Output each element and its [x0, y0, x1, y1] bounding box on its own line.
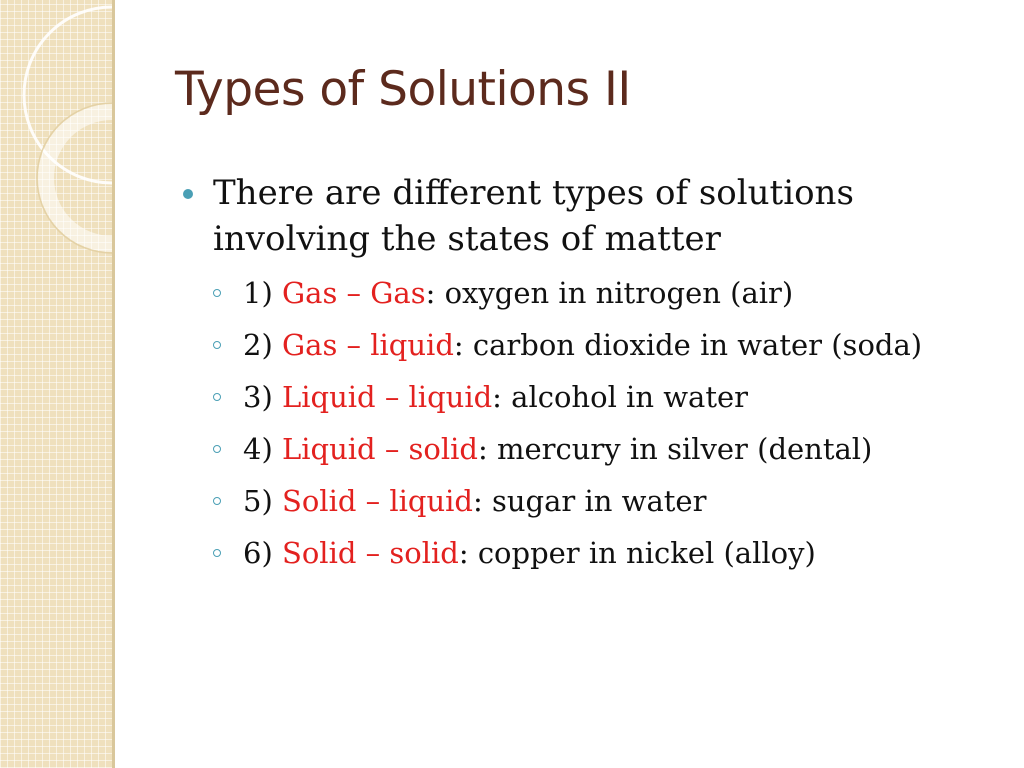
sub-bullet-highlight: Gas – liquid	[281, 328, 454, 362]
sub-bullet-text: : mercury in silver (dental)	[478, 432, 873, 466]
decorative-circles-icon	[0, 0, 112, 768]
sub-bullet-highlight: Solid – solid	[281, 536, 459, 570]
bullet-dot-icon	[183, 189, 193, 199]
sub-bullet-text: : oxygen in nitrogen (air)	[425, 276, 794, 310]
sub-bullet-highlight: Gas – Gas	[281, 276, 426, 310]
bullet-circle-icon	[213, 497, 221, 505]
sub-bullet-number: 2)	[243, 328, 282, 362]
sub-bullet-number: 5)	[243, 484, 282, 518]
sub-bullet-text: : carbon dioxide in water (soda)	[453, 328, 923, 362]
sub-bullet-5	[213, 480, 1003, 523]
side-band-edge	[112, 0, 115, 768]
sub-bullet-3	[213, 376, 1003, 419]
sub-bullet-highlight: Liquid – liquid	[281, 380, 493, 414]
sub-bullet-2	[213, 324, 1003, 367]
sub-bullet-number: 6)	[243, 536, 282, 570]
sub-bullet-text: : alcohol in water	[492, 380, 749, 414]
bullet-circle-icon	[213, 445, 221, 453]
main-bullet-text: There are different types of solutions involving the states of matter	[213, 173, 854, 259]
sub-bullet-6	[213, 532, 1003, 575]
sub-bullet-text: : copper in nickel (alloy)	[458, 536, 816, 570]
bullet-circle-icon	[213, 549, 221, 557]
sub-bullet-highlight: Solid – liquid	[281, 484, 473, 518]
bullet-circle-icon	[213, 341, 221, 349]
main-bullet	[183, 170, 1003, 262]
sub-bullet-number: 4)	[243, 432, 282, 466]
sub-bullet-4	[213, 428, 1003, 471]
sub-bullet-text: : sugar in water	[473, 484, 707, 518]
decorative-side-band	[0, 0, 112, 768]
sub-bullet-1	[213, 272, 1003, 315]
slide-title: Types of Solutions II	[175, 62, 631, 117]
bullet-circle-icon	[213, 289, 221, 297]
sub-bullet-highlight: Liquid – solid	[281, 432, 478, 466]
sub-bullet-number: 3)	[243, 380, 282, 414]
bullet-circle-icon	[213, 393, 221, 401]
sub-bullet-list	[183, 272, 1003, 575]
slide-content	[183, 170, 1003, 584]
sub-bullet-number: 1)	[243, 276, 282, 310]
